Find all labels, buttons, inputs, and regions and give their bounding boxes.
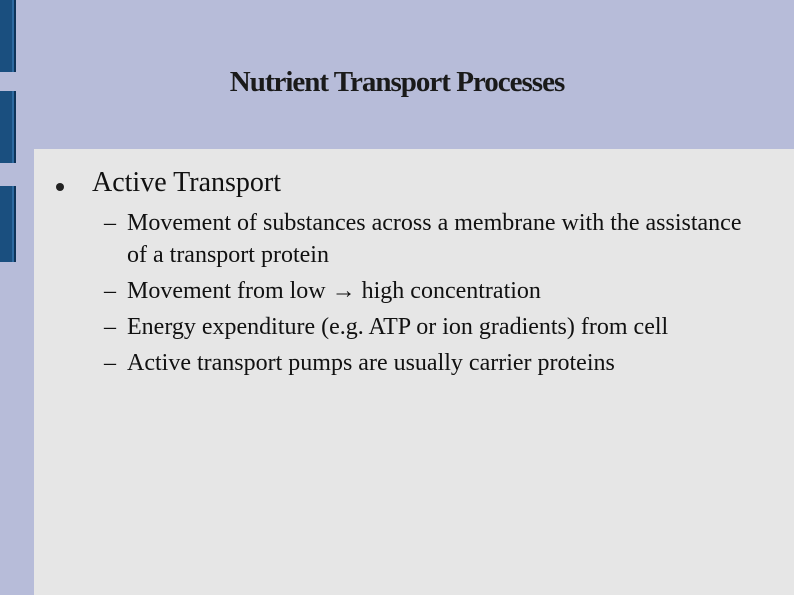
sub-bullet-text: Movement of substances across a membrane with the assistance of a transport protein [127, 210, 742, 268]
dash-icon: – [104, 350, 116, 376]
sub-bullet-text: Active transport pumps are usually carrier proteins [127, 350, 615, 376]
dash-icon: – [104, 210, 116, 236]
sub-bullet-list [104, 207, 744, 383]
slide-title: Nutrient Transport Processes [229, 66, 565, 98]
left-decor-bar-top [0, 0, 16, 72]
sub-bullet-item [104, 275, 744, 307]
sub-bullet-item [104, 311, 744, 343]
sub-bullet-text: Energy expenditure (e.g. ATP or ion gradients) from cell [127, 314, 669, 340]
sub-bullet-item [104, 347, 744, 379]
slide-content [34, 149, 794, 595]
dash-icon: – [104, 314, 116, 340]
sub-bullet-text: Movement from low → high concentration [127, 278, 541, 304]
bullet-heading: Active Transport [92, 167, 281, 198]
dash-icon: – [104, 278, 116, 304]
bullet-dot-icon [56, 183, 64, 191]
left-decor-bar-bottom [0, 186, 16, 262]
left-decor-bar-middle [0, 91, 16, 163]
sub-bullet-item [104, 207, 744, 271]
